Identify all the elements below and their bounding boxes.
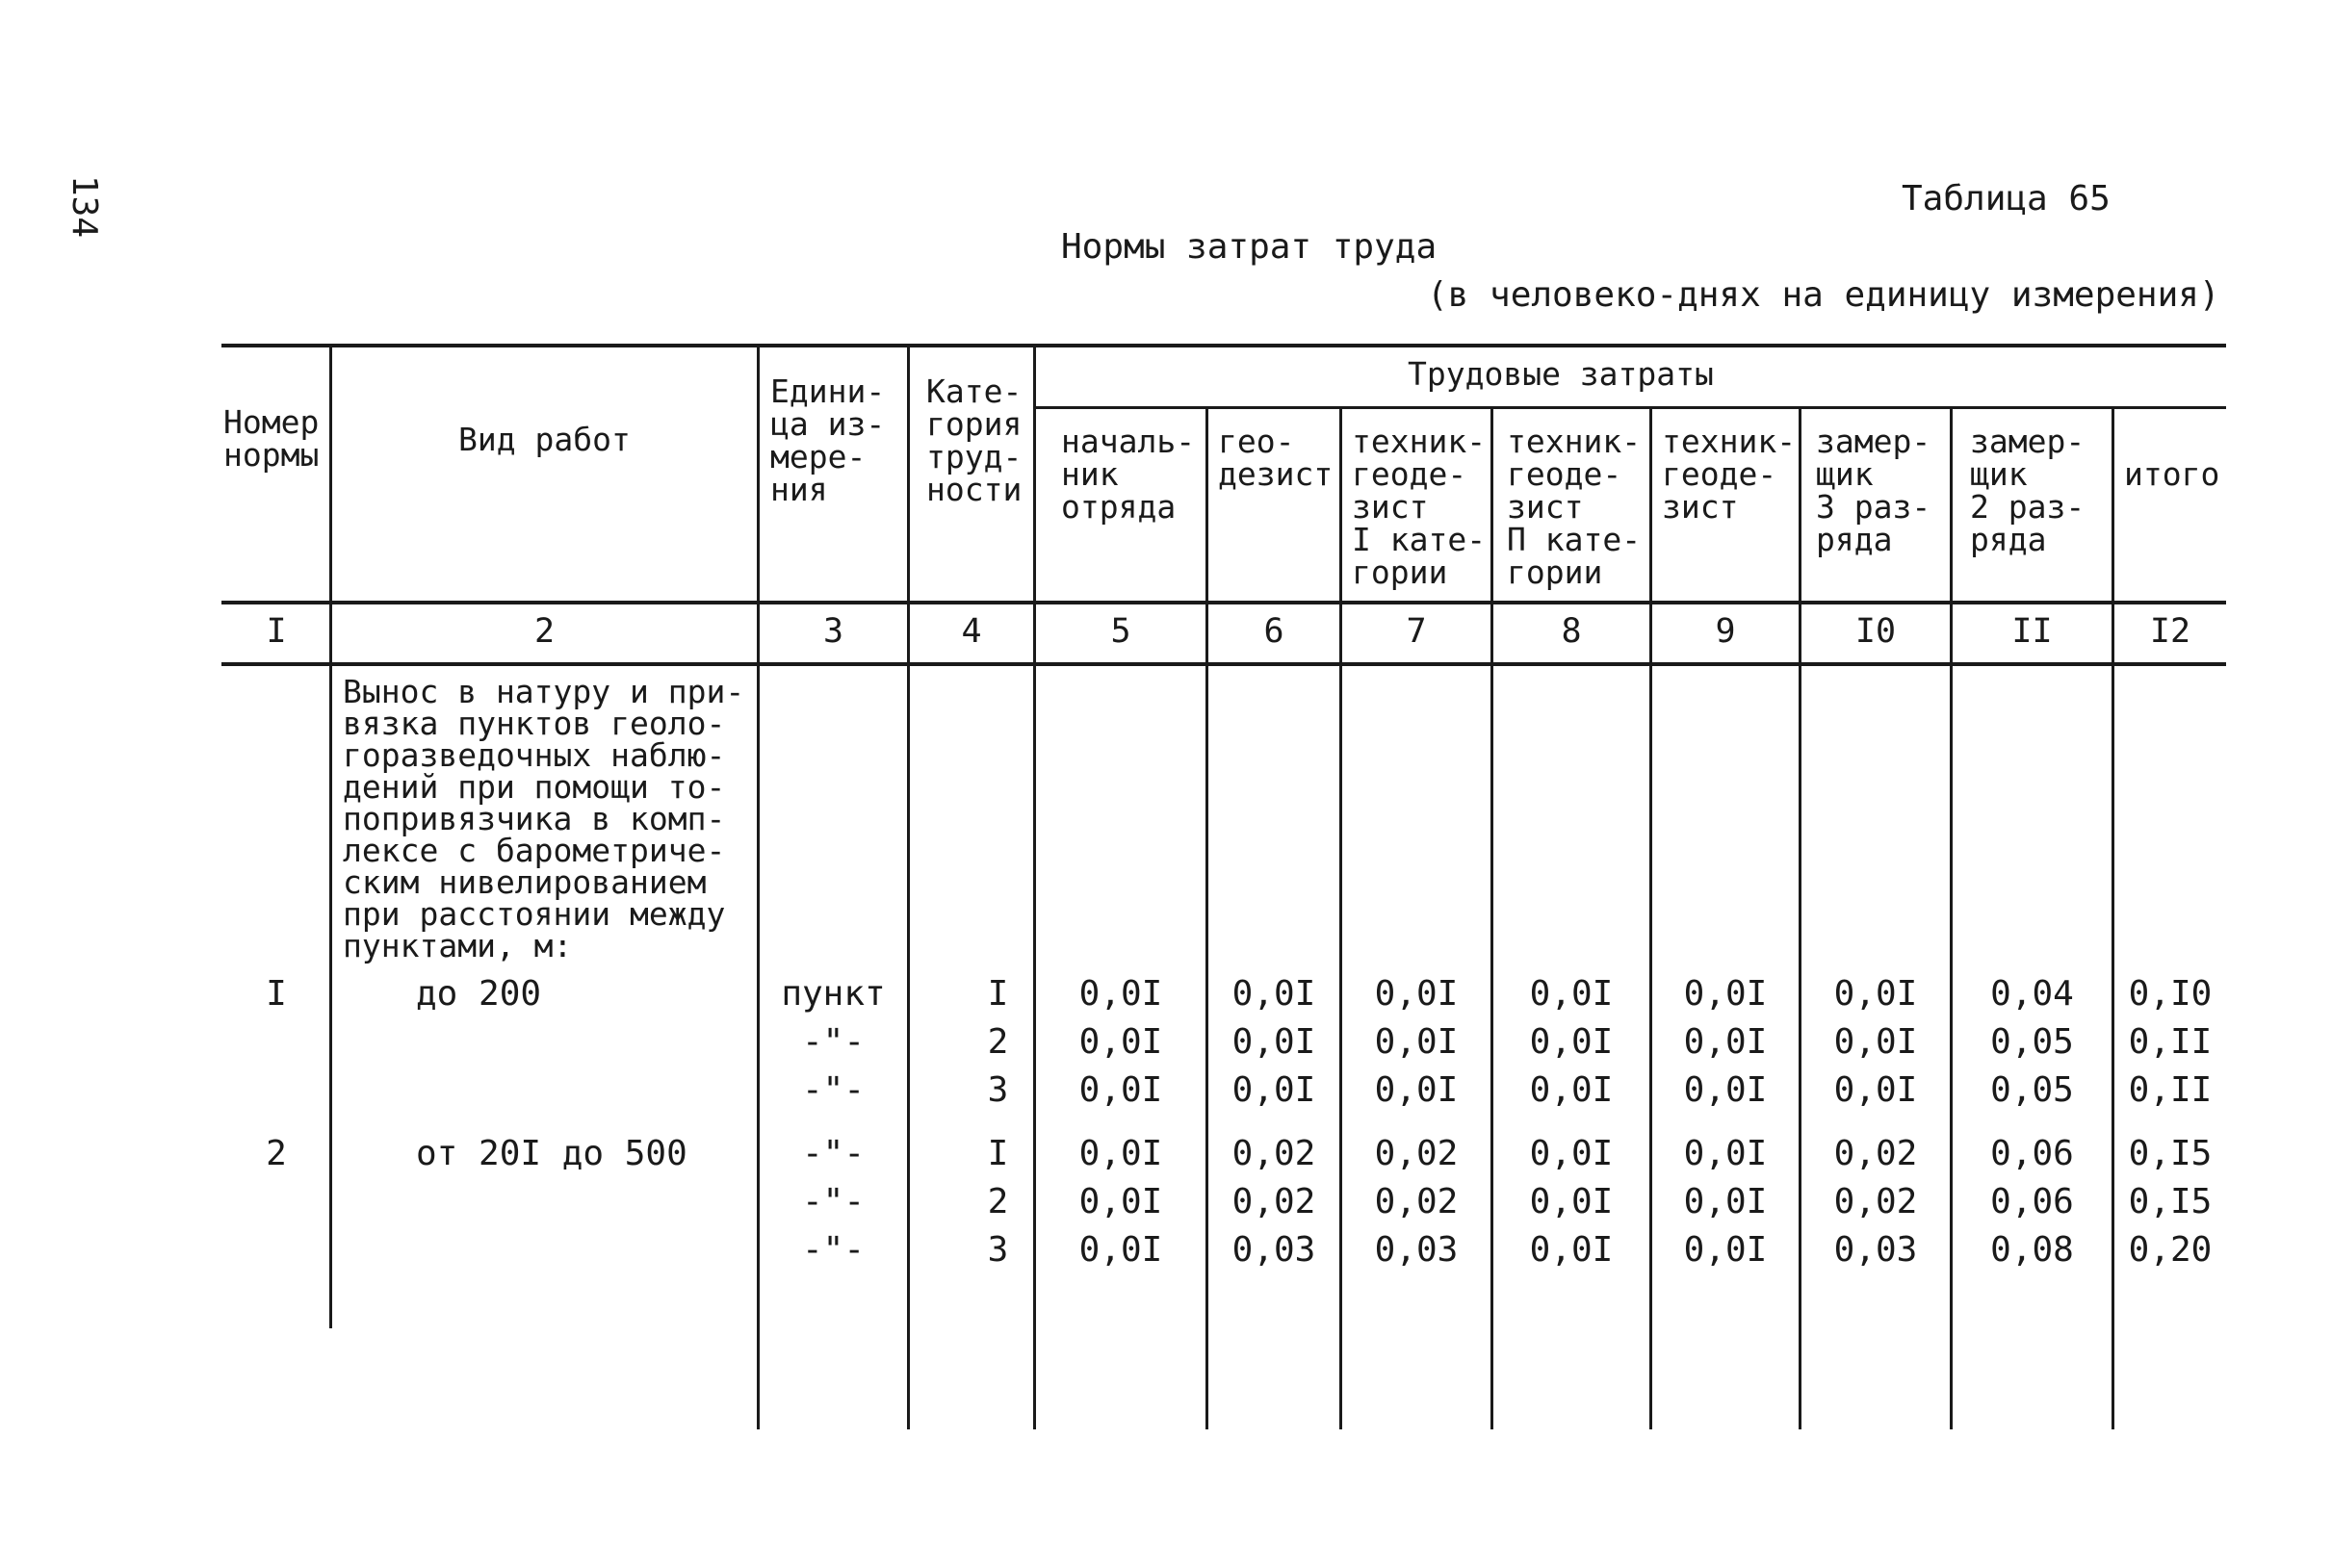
- header-work-type: Вид работ: [458, 421, 631, 458]
- table-title: Нормы затрат труда: [1061, 227, 1438, 267]
- table-top-rule: [221, 344, 2226, 347]
- unit-cell: пункт: [781, 974, 886, 1014]
- value-cell: 0,0I: [1078, 1022, 1163, 1062]
- value-cell: 0,0I: [1833, 1022, 1918, 1062]
- value-cell: 0,II: [2128, 1070, 2213, 1110]
- value-cell: 0,02: [1374, 1134, 1459, 1173]
- labor-costs-rule: [1033, 406, 2226, 409]
- col-divider-8: [1649, 408, 1652, 1429]
- section-description: Вынос в натуру и при- вязка пунктов геоло- горазведочных наблю- дений при помощи то- попривязчика в комп- лексе с барометриче- ским нивелированием при расстоянии между пунктами, м:: [343, 673, 745, 964]
- col-divider-6: [1339, 408, 1342, 1429]
- col-divider-7: [1490, 408, 1493, 1429]
- column-number-3: 3: [822, 612, 844, 651]
- value-cell: 0,0I: [1529, 974, 1614, 1014]
- value-cell: 0,0I: [1078, 1134, 1163, 1173]
- value-cell: 0,0I: [1683, 1134, 1768, 1173]
- col-divider-9: [1799, 408, 1801, 1429]
- category-cell: I: [987, 974, 1009, 1014]
- column-number-4: 4: [961, 612, 982, 651]
- value-cell: 0,06: [1990, 1182, 2074, 1221]
- value-cell: 0,0I: [1529, 1022, 1614, 1062]
- header-bottom-rule: [221, 601, 2226, 604]
- norm-number-cell: 2: [266, 1134, 287, 1173]
- value-cell: 0,0I: [1374, 974, 1459, 1014]
- value-cell: 0,03: [1833, 1230, 1918, 1270]
- column-number-8: 8: [1561, 612, 1582, 651]
- value-cell: 0,0I: [1078, 1182, 1163, 1221]
- value-cell: 0,0I: [1683, 1022, 1768, 1062]
- units-note: (в человеко-днях на единицу измерения): [1427, 275, 2220, 315]
- value-cell: 0,05: [1990, 1022, 2074, 1062]
- value-cell: 0,02: [1833, 1182, 1918, 1221]
- col-divider-3: [907, 347, 910, 1429]
- value-cell: 0,20: [2128, 1230, 2213, 1270]
- unit-cell: -"-: [801, 1070, 866, 1110]
- value-cell: 0,I5: [2128, 1182, 2213, 1221]
- value-cell: 0,0I: [1078, 974, 1163, 1014]
- value-cell: 0,06: [1990, 1134, 2074, 1173]
- value-cell: 0,0I: [1078, 1230, 1163, 1270]
- value-cell: 0,0I: [1078, 1070, 1163, 1110]
- value-cell: 0,I5: [2128, 1134, 2213, 1173]
- unit-cell: -"-: [801, 1022, 866, 1062]
- value-cell: 0,0I: [1529, 1070, 1614, 1110]
- col-divider-10: [1950, 408, 1953, 1429]
- value-cell: 0,08: [1990, 1230, 2074, 1270]
- category-cell: 3: [987, 1230, 1009, 1270]
- value-cell: 0,0I: [1683, 1182, 1768, 1221]
- value-cell: 0,0I: [1529, 1134, 1614, 1173]
- category-cell: 2: [987, 1182, 1009, 1221]
- col-divider-5: [1205, 408, 1208, 1429]
- header-norm-number: Номер нормы: [223, 403, 320, 474]
- header-role-geodesist: гео- дезист: [1218, 423, 1334, 493]
- column-number-11: II: [2011, 612, 2053, 651]
- value-cell: 0,02: [1833, 1134, 1918, 1173]
- value-cell: 0,02: [1374, 1182, 1459, 1221]
- column-number-12: I2: [2149, 612, 2191, 651]
- value-cell: 0,0I: [1683, 974, 1768, 1014]
- header-total: итого: [2124, 455, 2220, 493]
- work-type-cell: до 200: [416, 974, 542, 1014]
- value-cell: 0,0I: [1529, 1182, 1614, 1221]
- value-cell: 0,02: [1231, 1182, 1316, 1221]
- unit-cell: -"-: [801, 1230, 866, 1270]
- column-number-5: 5: [1110, 612, 1131, 651]
- header-role-measurer-grade3: замер- щик 3 раз- ряда: [1816, 423, 1931, 558]
- value-cell: 0,0I: [1683, 1070, 1768, 1110]
- category-cell: 2: [987, 1022, 1009, 1062]
- col-divider-11: [2112, 408, 2114, 1429]
- header-category: Кате- гория труд- ности: [926, 373, 1023, 508]
- column-number-2: 2: [533, 612, 556, 651]
- value-cell: 0,I0: [2128, 974, 2213, 1014]
- page-number: 134: [65, 175, 104, 239]
- header-role-measurer-grade2: замер- щик 2 раз- ряда: [1970, 423, 2086, 558]
- header-role-party-chief: началь- ник отряда: [1061, 423, 1196, 526]
- value-cell: 0,0I: [1231, 974, 1316, 1014]
- value-cell: 0,0I: [1374, 1070, 1459, 1110]
- value-cell: 0,0I: [1683, 1230, 1768, 1270]
- column-number-10: I0: [1854, 612, 1897, 651]
- value-cell: 0,0I: [1374, 1022, 1459, 1062]
- table-label: Таблица 65: [1902, 179, 2111, 218]
- column-number-6: 6: [1263, 612, 1284, 651]
- header-unit: Едини- ца из- мере- ния: [770, 373, 886, 508]
- value-cell: 0,0I: [1833, 974, 1918, 1014]
- header-role-tech-geodesist-cat1: техник- геоде- зист I кате- гории: [1352, 423, 1487, 591]
- norm-number-cell: I: [266, 974, 287, 1014]
- column-number-7: 7: [1406, 612, 1427, 651]
- header-labor-costs: Трудовые затраты: [1408, 355, 1714, 393]
- column-number-9: 9: [1715, 612, 1736, 651]
- value-cell: 0,03: [1231, 1230, 1316, 1270]
- unit-cell: -"-: [801, 1182, 866, 1221]
- column-number-1: I: [266, 612, 287, 651]
- header-role-tech-geodesist-cat2: техник- геоде- зист П кате- гории: [1507, 423, 1642, 591]
- value-cell: 0,0I: [1231, 1070, 1316, 1110]
- value-cell: 0,0I: [1529, 1230, 1614, 1270]
- value-cell: 0,03: [1374, 1230, 1459, 1270]
- col-divider-1: [329, 347, 332, 1328]
- category-cell: 3: [987, 1070, 1009, 1110]
- value-cell: 0,02: [1231, 1134, 1316, 1173]
- value-cell: 0,0I: [1231, 1022, 1316, 1062]
- work-type-cell: от 20I до 500: [416, 1134, 687, 1173]
- value-cell: 0,05: [1990, 1070, 2074, 1110]
- category-cell: I: [987, 1134, 1009, 1173]
- value-cell: 0,II: [2128, 1022, 2213, 1062]
- unit-cell: -"-: [801, 1134, 866, 1173]
- value-cell: 0,0I: [1833, 1070, 1918, 1110]
- header-role-tech-geodesist: техник- геоде- зист: [1662, 423, 1797, 526]
- value-cell: 0,04: [1990, 974, 2074, 1014]
- column-numbers-rule: [221, 662, 2226, 666]
